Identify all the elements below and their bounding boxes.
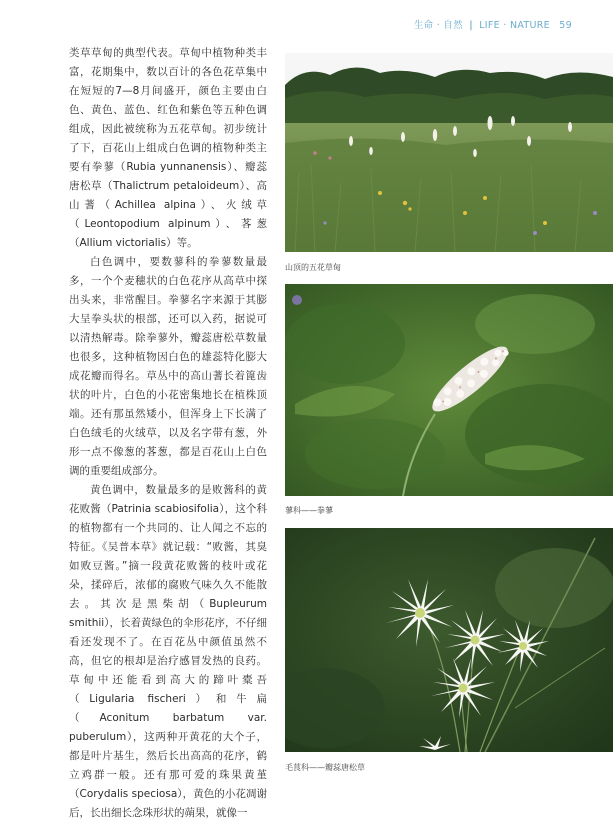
- paragraph-1: 类草草甸的典型代表。草甸中植物种类丰富，花期集中，数以百计的各色花草集中在短短的7—8月间盛开，颜色主要由白色、黄色、蓝色、红色和紫色等五种色调组成，因此被统称为五花草甸。初步统计了下，百花山上组成白色调的植物种类主要有拳蓼（Rubia yunnanensis）、瓣蕊唐松草（Thalictrum petaloideum）、高山蓍（Achillea alpina）、火绒草（Leontopodium alpinum）、茖葱（Allium victorialis）等。: [69, 47, 267, 249]
- caption-meadow: 山顶的五花草甸: [285, 263, 341, 272]
- article-body: [69, 44, 267, 823]
- header-divider: |: [469, 20, 473, 31]
- meadow-photo: [285, 53, 613, 252]
- header-section-en: LIFE · NATURE: [479, 20, 550, 31]
- page-number: 59: [559, 20, 572, 31]
- thalictrum-flower-photo: [285, 528, 613, 752]
- running-header: [414, 17, 572, 31]
- bistort-flower-photo: [285, 284, 613, 496]
- paragraph-3: 黄色调中，数量最多的是败酱科的黄花败酱（Patrinia scabiosifolia），这个科的植物都有一个共同的、让人闻之不忘的特征。《吴普本草》就记载：“败酱，其臭如败豆酱。”摘一段黄花败酱的枝叶或花朵，揉碎后，浓郁的腐败气味久久不能散去。其次是黑柴胡（Bupleurum smithii），长着黄绿色的伞形花序，不仔细看还发现不了。在百花丛中颜值虽然不高，但它的根却是治疗感冒发热的良药。草甸中还能看到高大的蹄叶橐吾（Ligularia fischeri）和牛扁（Aconitum barbatum var. puberulum），这两种开黄花的大个子，都是叶片基生，然后长出高高的花序，鹤立鸡群一般。还有那可爱的珠果黄堇（Corydalis speciosa），黄色的小花凋谢后，长出细长念珠形状的蒴果，就像一: [69, 484, 267, 819]
- caption-bistort: 蓼科——拳蓼: [285, 506, 333, 515]
- paragraph-2: 白色调中，要数蓼科的拳蓼数量最多，一个个麦穗状的白色花序从高草中探出头来，非常醒目。拳蓼名字来源于其膨大呈拳头状的根部，还可以入药，据说可以清热解毒。除拳蓼外，瓣蕊唐松草数量也很多，这种植物因白色的雄蕊特化膨大成花瓣而得名。草丛中的高山蓍长着篦齿状的叶片，白色的小花密集地长在植株顶端。还有那虽然矮小，但浑身上下长满了白色绒毛的火绒草，以及名字带有葱，外形一点不像葱的茖葱，都是百花山上白色调的重要组成部分。: [69, 256, 267, 477]
- caption-thalictrum: 毛茛科——瓣蕊唐松草: [285, 763, 365, 772]
- header-section: 生命 · 自然: [413, 20, 464, 31]
